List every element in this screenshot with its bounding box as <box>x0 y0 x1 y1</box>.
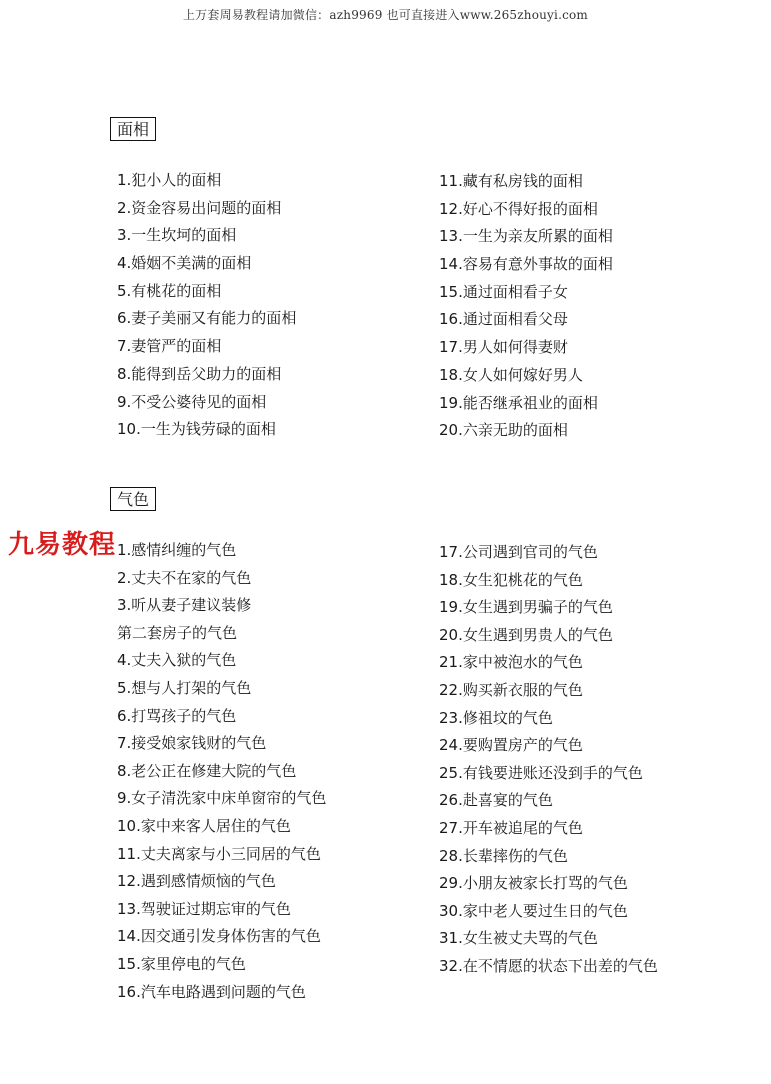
list-item: 26.赴喜宴的气色 <box>439 791 553 810</box>
list-item: 3.听从妻子建议装修 <box>117 596 252 615</box>
list-item: 10.家中来客人居住的气色 <box>117 816 291 835</box>
list-item: 9.不受公婆待见的面相 <box>117 392 267 411</box>
face-list-right <box>439 168 613 445</box>
list-item: 第二套房子的气色 <box>117 623 238 642</box>
list-item: 20.六亲无助的面相 <box>439 421 568 440</box>
qise-list-right <box>439 539 658 981</box>
list-item: 16.通过面相看父母 <box>439 310 568 329</box>
list-item: 6.打骂孩子的气色 <box>117 706 237 725</box>
list-item: 12.好心不得好报的面相 <box>439 199 598 218</box>
list-item: 15.家里停电的气色 <box>117 954 246 973</box>
list-item: 11.藏有私房钱的面相 <box>439 172 583 190</box>
list-item: 2.丈夫不在家的气色 <box>117 568 252 587</box>
page-header: 上万套周易教程请加微信：azh9969 也可直接进入www.265zhouyi.com <box>182 8 589 22</box>
list-item: 28.长辈摔伤的气色 <box>439 846 568 865</box>
list-item: 30.家中老人要过生日的气色 <box>439 901 628 920</box>
list-item: 5.有桃花的面相 <box>117 281 222 300</box>
section-title-face: 面相 <box>110 117 156 141</box>
watermark-logo: 九易教程 <box>8 530 117 560</box>
list-item: 15.通过面相看子女 <box>439 282 568 301</box>
list-item: 14.因交通引发身体伤害的气色 <box>117 927 321 946</box>
list-item: 19.女生遇到男骗子的气色 <box>439 598 613 617</box>
list-item: 10.一生为钱劳碌的面相 <box>117 420 276 439</box>
list-item: 1.犯小人的面相 <box>117 171 222 189</box>
list-item: 11.丈夫离家与小三同居的气色 <box>117 844 321 863</box>
list-item: 27.开车被追尾的气色 <box>439 818 583 837</box>
list-item: 16.汽车电路遇到问题的气色 <box>117 982 306 1001</box>
list-item: 29.小朋友被家长打骂的气色 <box>439 874 628 893</box>
list-item: 4.婚姻不美满的面相 <box>117 254 252 273</box>
list-item: 4.丈夫入狱的气色 <box>117 651 237 670</box>
list-item: 8.能得到岳父助力的面相 <box>117 364 282 383</box>
list-item: 24.要购置房产的气色 <box>439 736 583 755</box>
section-title-qise: 气色 <box>110 487 156 511</box>
list-item: 13.驾驶证过期忘审的气色 <box>117 899 291 918</box>
list-item: 20.女生遇到男贵人的气色 <box>439 625 613 644</box>
list-item: 32.在不情愿的状态下出差的气色 <box>439 956 658 975</box>
list-item: 17.男人如何得妻财 <box>439 338 568 357</box>
list-item: 18.女人如何嫁好男人 <box>439 365 583 384</box>
list-item: 23.修祖坟的气色 <box>439 708 553 727</box>
list-item: 18.女生犯桃花的气色 <box>439 570 583 589</box>
list-item: 22.购买新衣服的气色 <box>439 680 583 699</box>
face-list-left <box>117 167 296 444</box>
list-item: 25.有钱要进账还没到手的气色 <box>439 763 643 782</box>
list-item: 5.想与人打架的气色 <box>117 678 252 697</box>
list-item: 9.女子清洗家中床单窗帘的气色 <box>117 789 327 808</box>
list-item: 1.感情纠缠的气色 <box>117 541 237 559</box>
list-item: 7.妻管严的面相 <box>117 337 222 356</box>
list-item: 3.一生坎坷的面相 <box>117 226 237 245</box>
list-item: 12.遇到感情烦恼的气色 <box>117 872 276 891</box>
list-item: 14.容易有意外事故的面相 <box>439 255 613 274</box>
qise-list-left <box>117 537 326 1006</box>
list-item: 21.家中被泡水的气色 <box>439 653 583 672</box>
list-item: 6.妻子美丽又有能力的面相 <box>117 309 297 328</box>
list-item: 17.公司遇到官司的气色 <box>439 543 598 561</box>
list-item: 19.能否继承祖业的面相 <box>439 393 598 412</box>
list-item: 8.老公正在修建大院的气色 <box>117 761 297 780</box>
list-item: 31.女生被丈夫骂的气色 <box>439 929 598 948</box>
list-item: 7.接受娘家钱财的气色 <box>117 734 267 753</box>
list-item: 2.资金容易出问题的面相 <box>117 198 282 217</box>
list-item: 13.一生为亲友所累的面相 <box>439 227 613 246</box>
